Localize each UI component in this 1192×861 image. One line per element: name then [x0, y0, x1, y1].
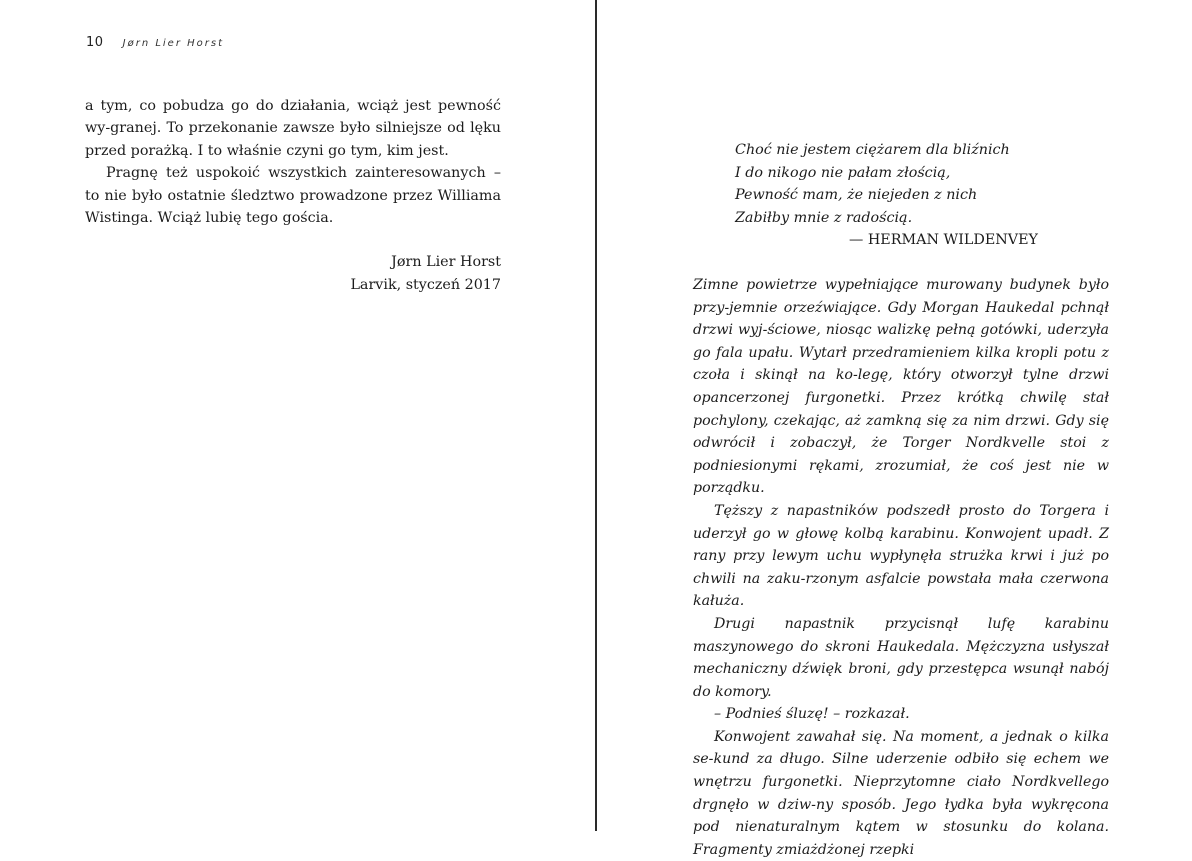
epigraph-line: I do nikogo nie pałam złością, [735, 164, 951, 181]
epigraph [735, 139, 1038, 252]
right-page [598, 0, 1192, 858]
paragraph: Zimne powietrze wypełniające murowany budynek było przy-jemnie orzeźwiające. Gdy Morgan Haukedal pchnął drzwi wyj-ściowe, niosąc walizkę pełną gotówki, uderzyła go fala upału. Wytarł przedramieniem kilka kropli potu z czoła i skinął na ko-legę, który otworzył tylne drzwi opancerzonej furgonetki. Przez krótką chwilę stał pochylony, czekając, aż zamkną się za nim drzwi. Gdy się odwrócił i zobaczył, że Torger Nordkvelle stoi z podniesionymi rękami, zrozumiał, że coś jest nie w porządku. [693, 277, 1109, 497]
epigraph-line: Zabiłby mnie z radością. [735, 209, 913, 226]
book-gutter [595, 0, 597, 831]
paragraph: a tym, co pobudza go do działania, wciąż jest pewność wy-granej. To przekonanie zawsze było silniejsze od lęku przed porażką. I to właśnie czyni go tym, kim jest. [85, 98, 501, 159]
signature-block [350, 251, 501, 297]
signature-author: Jørn Lier Horst [391, 254, 501, 270]
epigraph-line: Pewność mam, że niejeden z nich [735, 187, 978, 203]
dialogue-line: – Podnieś śluzę! – rozkazał. [714, 706, 910, 723]
page-header [86, 31, 224, 50]
paragraph: Konwojent zawahał się. Na moment, a jednak o kilka se-kund za długo. Silne uderzenie odbiło się echem we wnętrzu furgonetki. Nieprzytomne ciało Nordkvellego drgnęło w dziw-ny sposób. Jego łydka była wykręcona pod nienaturalnym kątem w stosunku do kolana. Fragmenty zmiażdżonej rzepki [693, 728, 1109, 858]
epigraph-line: Choć nie jestem ciężarem dla bliźnich [735, 142, 1010, 158]
left-page [0, 0, 596, 831]
afterword-text [85, 95, 501, 229]
page-number: 10 [86, 35, 104, 50]
epigraph-attribution: — HERMAN WILDENVEY [849, 232, 1038, 248]
paragraph: Tęższy z napastników podszedł prosto do Torgera i uderzył go w głowę kolbą karabinu. Konwojent upadł. Z rany przy lewym uchu wypłynęła strużka krwi i już po chwili na zaku-rzonym asfalcie powstała mała czerwona kałuża. [693, 502, 1109, 610]
signature-place-date: Larvik, styczeń 2017 [350, 277, 501, 293]
chapter-text [693, 274, 1109, 861]
paragraph: Drugi napastnik przycisnął lufę karabinu maszynowego do skroni Haukedala. Mężczyzna usłyszał mechaniczny dźwięk broni, gdy przestępca wsunął nabój do komory. [693, 615, 1109, 700]
paragraph: Pragnę też uspokoić wszystkich zainteresowanych – to nie było ostatnie śledztwo prowadzone przez Williama Wistinga. Wciąż lubię tego gościa. [85, 165, 501, 227]
running-head: Jørn Lier Horst [122, 38, 225, 49]
